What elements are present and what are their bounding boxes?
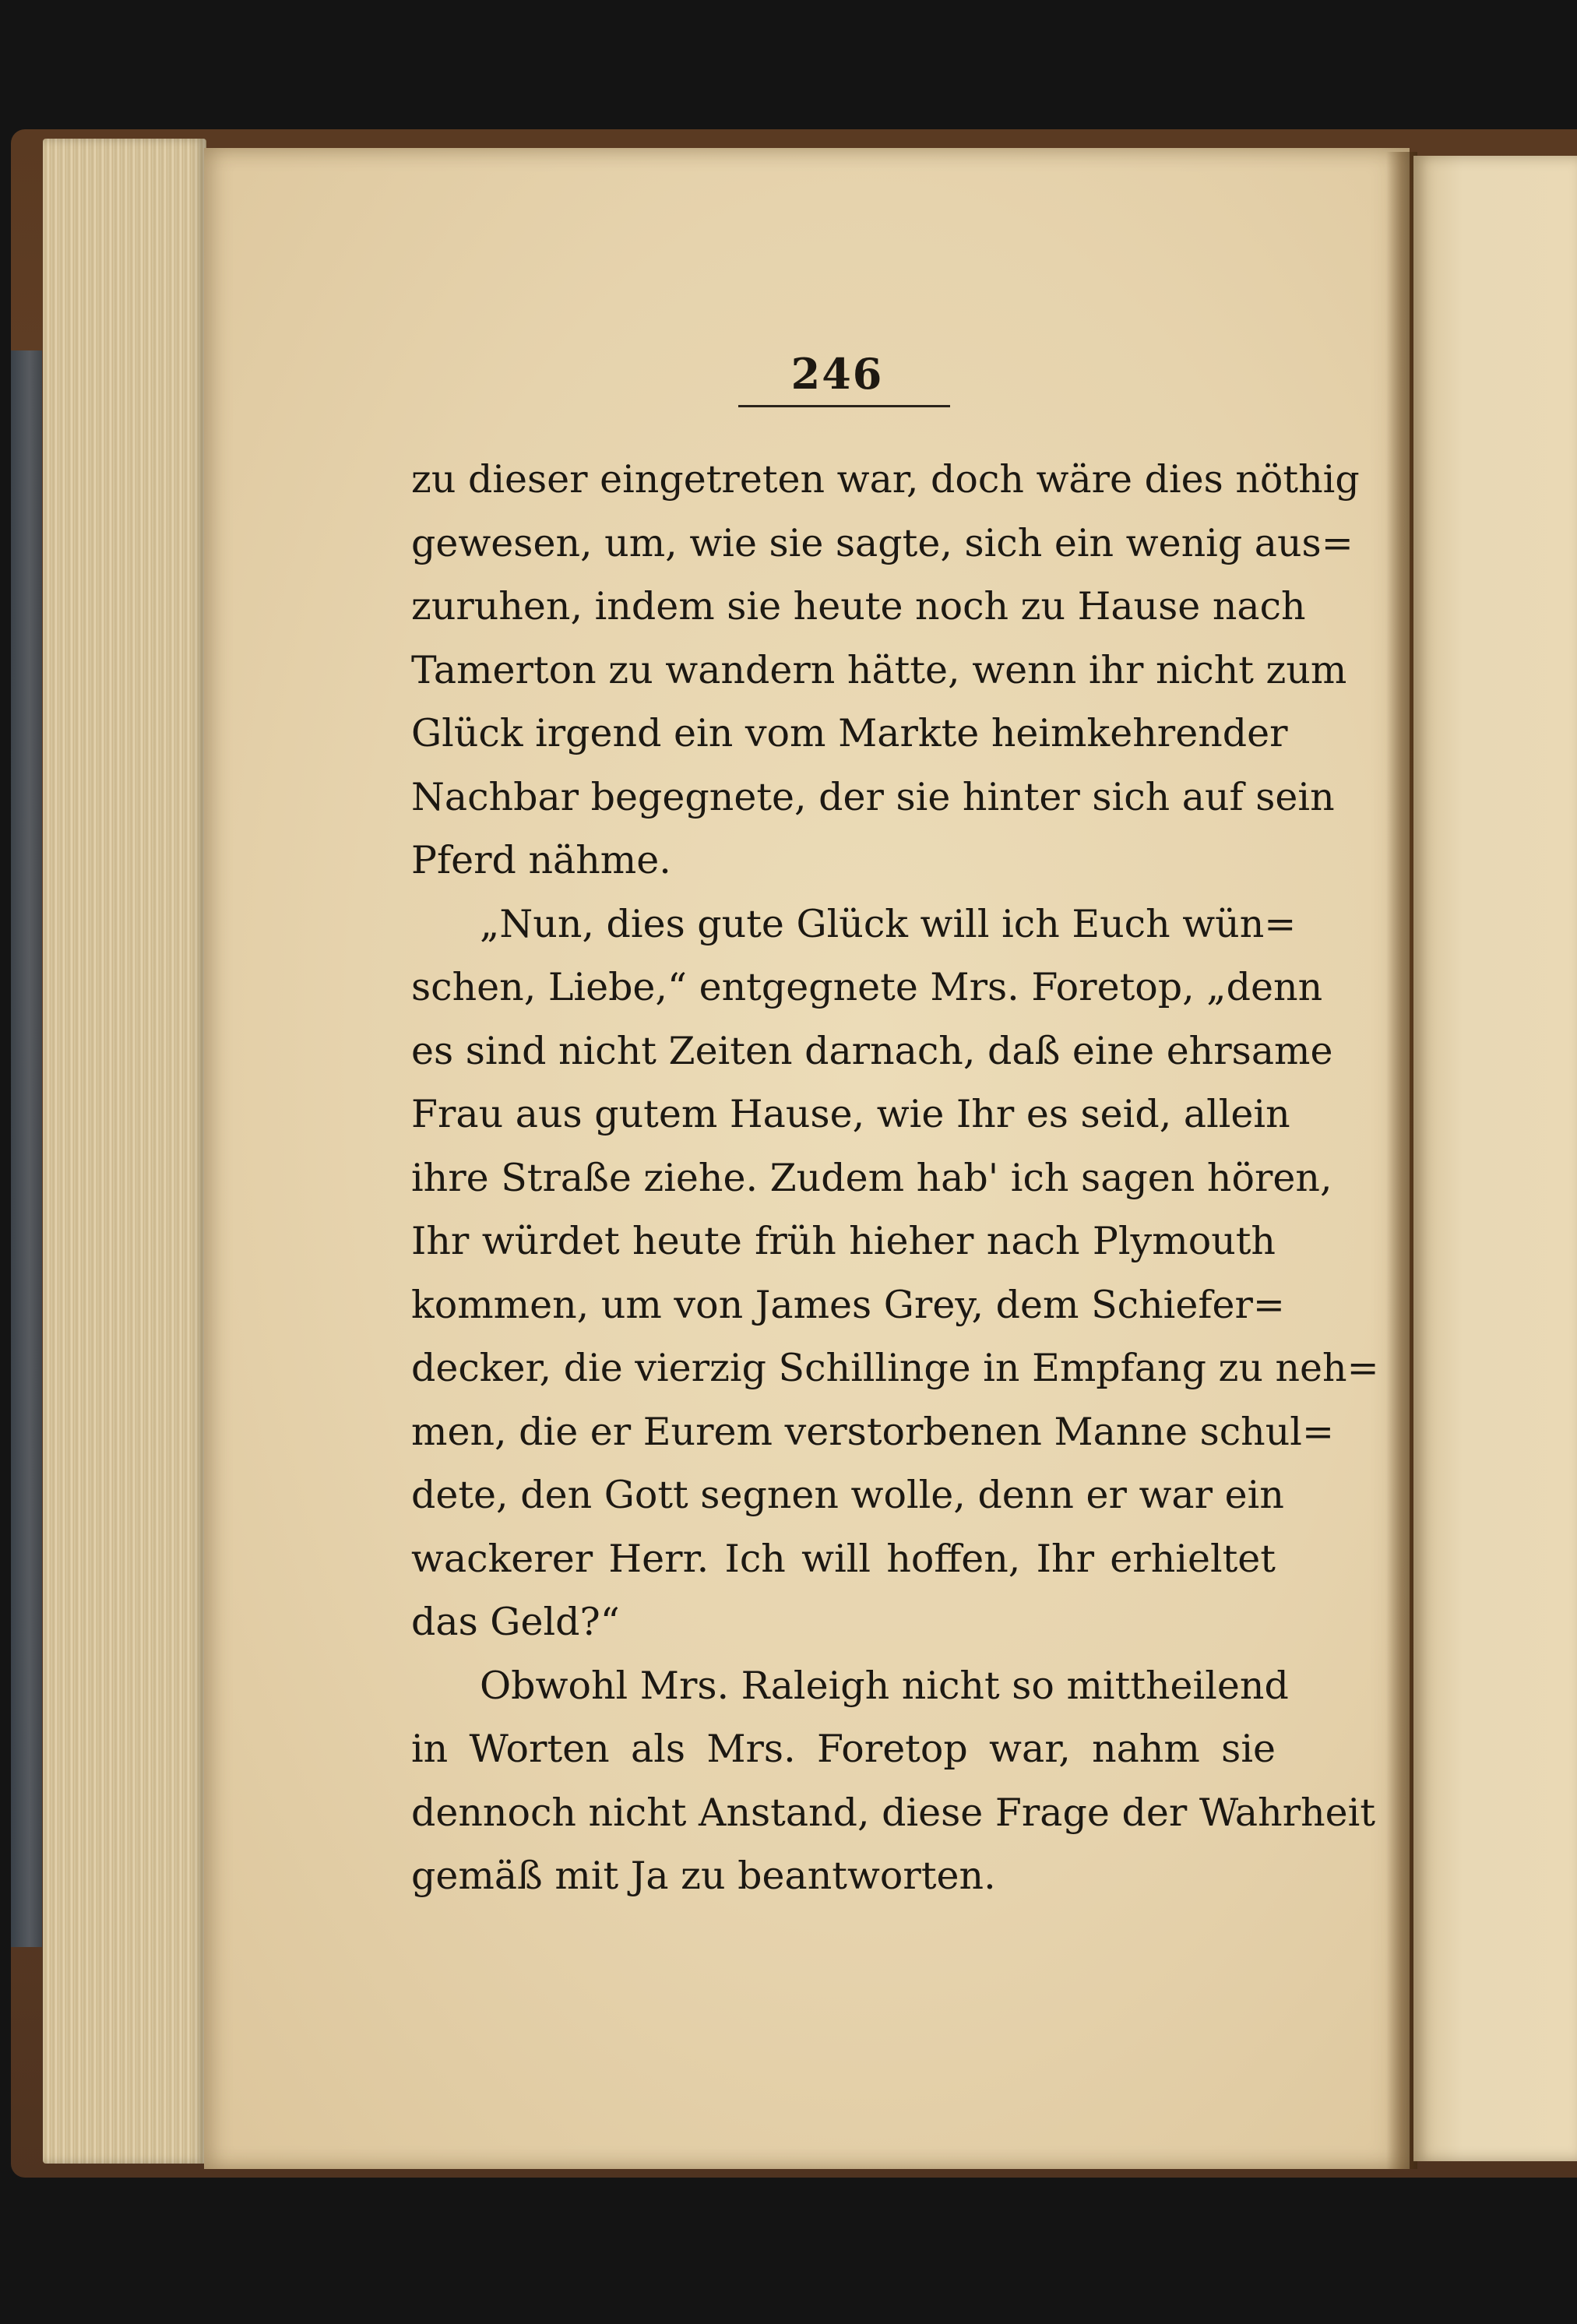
book-gutter xyxy=(1386,152,1417,2169)
right-page xyxy=(1413,156,1577,2161)
text-line: men, die er Eurem verstorbenen Manne schul= xyxy=(411,1409,1334,1454)
text-line: dete, den Gott segnen wolle, denn er war ein xyxy=(411,1473,1284,1517)
text-line: Pferd nähme. xyxy=(411,838,671,882)
text-line: gemäß mit Ja zu beantworten. xyxy=(411,1854,996,1898)
text-line: in Worten als Mrs. Foretop war, nahm sie xyxy=(411,1727,1276,1771)
header-rule xyxy=(738,405,950,407)
text-line: wackerer Herr. Ich will hoffen, Ihr erhieltet xyxy=(411,1536,1276,1581)
text-line: gewesen, um, wie sie sagte, sich ein wenig aus= xyxy=(411,520,1353,565)
text-line: zuruhen, indem sie heute noch zu Hause nach xyxy=(411,584,1306,629)
text-line: Ihr würdet heute früh hieher nach Plymouth xyxy=(411,1219,1276,1263)
text-line: das Geld?“ xyxy=(411,1600,620,1644)
text-line: Glück irgend ein vom Markte heimkehrender xyxy=(411,711,1288,755)
text-line: „Nun, dies gute Glück will ich Euch wün= xyxy=(480,901,1297,946)
text-line: ihre Straße ziehe. Zudem hab' ich sagen hören, xyxy=(411,1155,1332,1200)
text-line: zu dieser eingetreten war, doch wäre dies nöthig xyxy=(411,457,1360,502)
text-line: Tamerton zu wandern hätte, wenn ihr nicht zum xyxy=(411,647,1347,692)
cover-spine xyxy=(11,350,42,1947)
text-line: Obwohl Mrs. Raleigh nicht so mittheilend xyxy=(480,1663,1289,1708)
page-number: 246 xyxy=(790,349,884,399)
text-line: kommen, um von James Grey, dem Schiefer= xyxy=(411,1282,1285,1327)
text-line: Frau aus gutem Hause, wie Ihr es seid, allein xyxy=(411,1092,1290,1136)
text-line: decker, die vierzig Schillinge in Empfang zu neh= xyxy=(411,1346,1379,1390)
body-text xyxy=(411,448,1379,1908)
text-line: es sind nicht Zeiten darnach, daß eine ehrsame xyxy=(411,1028,1333,1073)
text-line: dennoch nicht Anstand, diese Frage der Wahrheit xyxy=(411,1790,1376,1835)
text-line: schen, Liebe,“ entgegnete Mrs. Foretop, „denn xyxy=(411,965,1323,1009)
text-line: Nachbar begegnete, der sie hinter sich auf sein xyxy=(411,774,1335,819)
page-edges-stack xyxy=(43,139,206,2164)
